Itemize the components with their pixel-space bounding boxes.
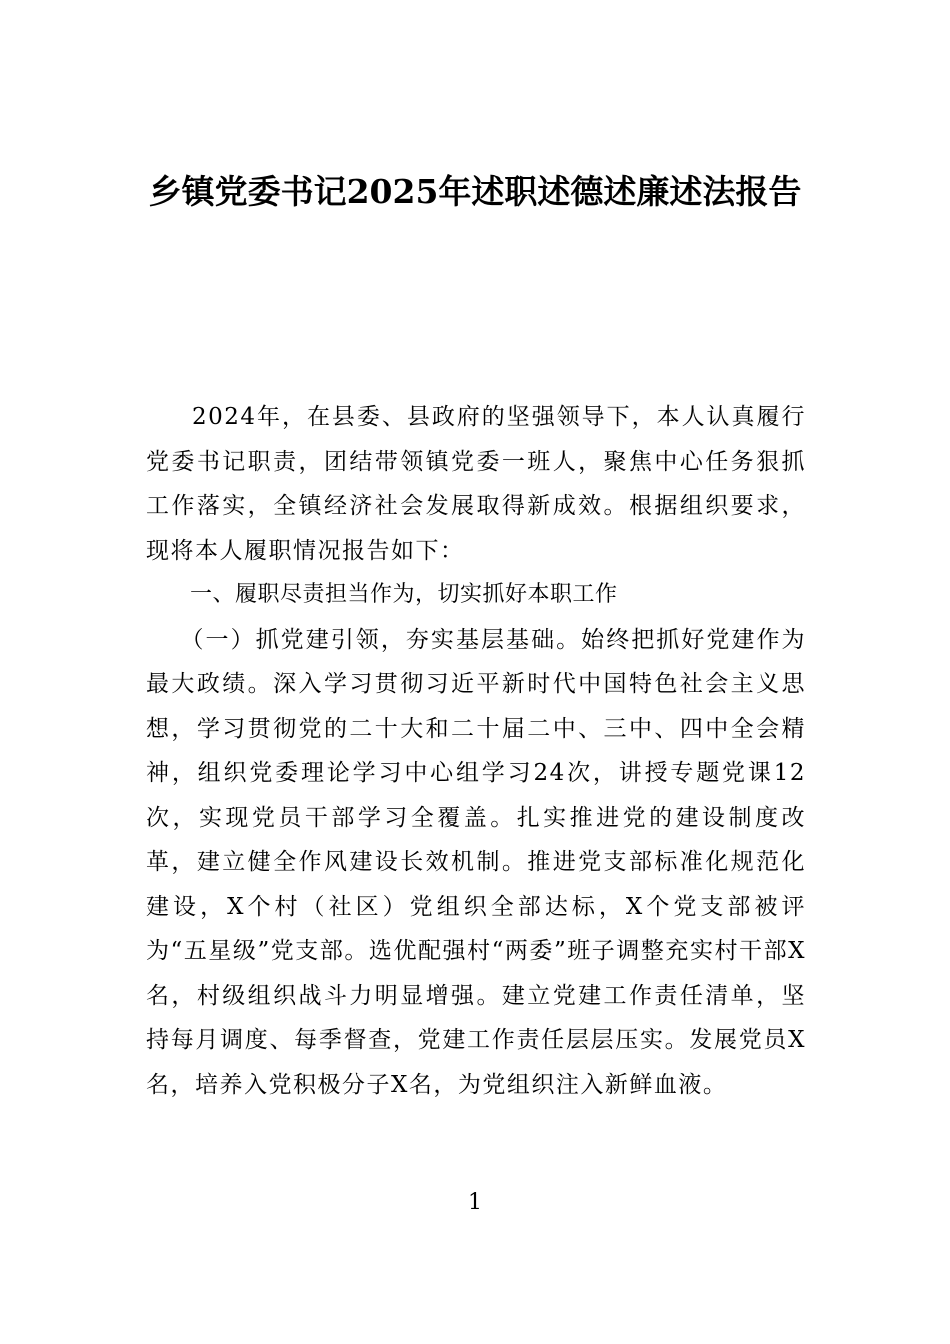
page-number: 1 [468,1190,482,1215]
section-paragraph: （一）抓党建引领，夯实基层基础。始终把抓好党建作为最大政绩。深入学习贯彻习近平新时代中国特色社会主义思想，学习贯彻党的二十大和二十届二中、三中、四中全会精神，组织党委理论学习中心组学习24次，讲授专题党课12次，实现党员干部学习全覆盖。扎实推进党的建设制度改革，建立健全作风建设长效机制。推进党支部标准化规范化建设，X个村（社区）党组织全部达标，X个党支部被评为“五星级”党支部。选优配强村“两委”班子调整充实村干部X名，村级组织战斗力明显增强。建立党建工作责任清单，坚持每月调度、每季督查，党建工作责任层层压实。发展党员X名，培养入党积极分子X名，为党组织注入新鲜血液。 [146,626,806,1098]
section-heading: 一、履职尽责担当作为，切实抓好本职工作 [190,582,618,607]
document-body [146,395,806,1107]
document-title: 乡镇党委书记2025年述职述德述廉述法报告 [148,172,802,211]
intro-paragraph: 2024年，在县委、县政府的坚强领导下，本人认真履行党委书记职责，团结带领镇党委一班人，聚焦中心任务狠抓工作落实，全镇经济社会发展取得新成效。根据组织要求，现将本人履职情况报告如下： [146,404,806,564]
